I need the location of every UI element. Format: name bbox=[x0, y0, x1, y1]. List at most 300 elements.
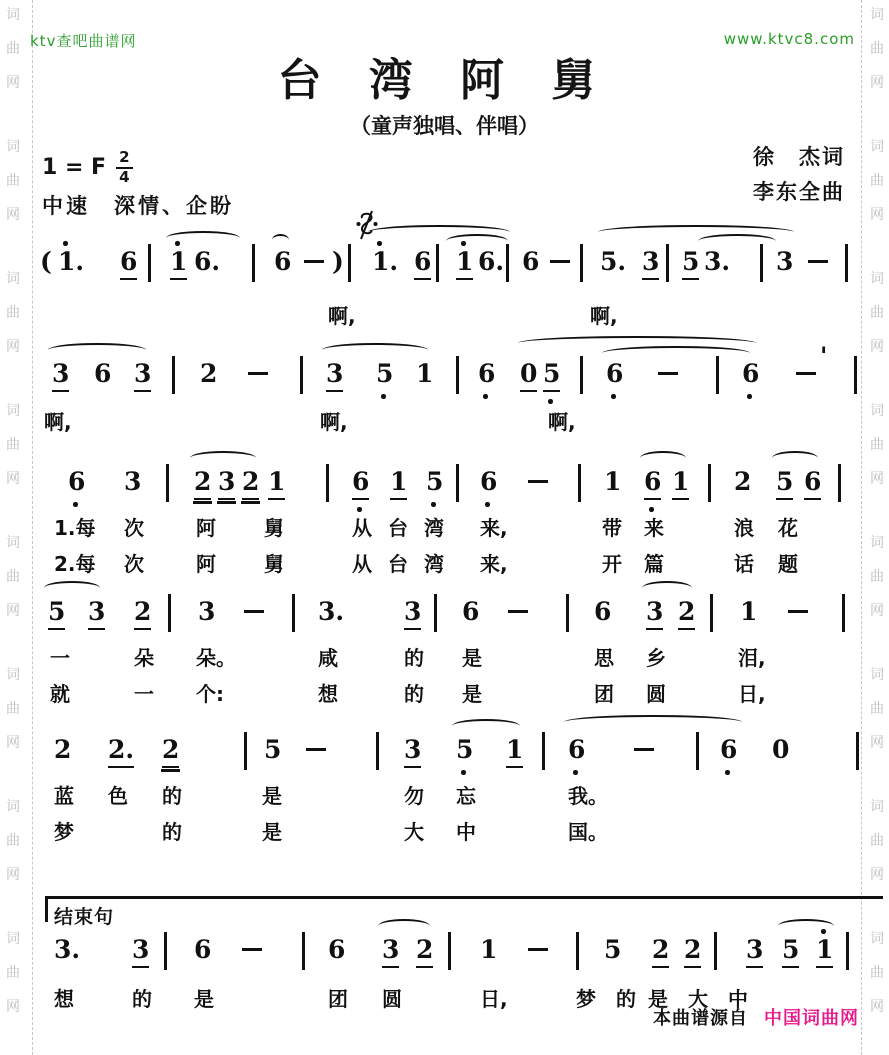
lyric-syllable: 来 bbox=[644, 516, 664, 540]
bar-line bbox=[326, 464, 329, 502]
lyric-syllable: 是 bbox=[194, 987, 214, 1011]
lyric-syllable: 的 bbox=[404, 682, 424, 706]
lyric-syllable: 团 bbox=[328, 987, 348, 1011]
lyric-syllable: 花 bbox=[778, 516, 798, 540]
bar-line bbox=[716, 356, 719, 394]
note-token: 6 bbox=[480, 468, 497, 498]
footer-source-label: 本曲谱源自 bbox=[653, 1008, 748, 1029]
breath-mark: ' bbox=[820, 342, 828, 370]
lyric-syllable: 梦 bbox=[576, 987, 596, 1011]
note-token: 3 bbox=[642, 248, 659, 280]
lyric-syllable: 舅 bbox=[264, 552, 284, 576]
slur bbox=[452, 719, 520, 733]
coda-bracket-tick bbox=[45, 896, 48, 922]
bar-line bbox=[842, 594, 845, 632]
note-token: 3 bbox=[88, 598, 105, 630]
duration-dash bbox=[808, 260, 828, 263]
watermark-char: 网 bbox=[870, 999, 884, 1015]
watermark-char: 词 bbox=[6, 799, 20, 815]
octave-dot-low bbox=[381, 394, 386, 399]
song-subtitle: （童声独唱、伴唱） bbox=[350, 114, 539, 138]
slur bbox=[322, 343, 428, 357]
watermark-char: 网 bbox=[6, 735, 20, 751]
lyric-syllable: 梦 bbox=[54, 820, 74, 844]
site-name-left: ktv查吧曲谱网 bbox=[30, 32, 137, 50]
lyric-syllable: 是 bbox=[262, 820, 282, 844]
note-token: 3 bbox=[646, 598, 663, 630]
lyric-syllable: 想 bbox=[318, 682, 338, 706]
note-token: 6 bbox=[522, 247, 540, 276]
lyric-syllable: 思 bbox=[594, 646, 614, 670]
note-token: 3 bbox=[404, 736, 421, 768]
lyric-syllable: 从 bbox=[352, 516, 372, 540]
lyric-syllable: 是 bbox=[462, 682, 482, 706]
fermata-arc-icon bbox=[272, 234, 289, 246]
note-token: 5. bbox=[600, 247, 627, 276]
note-token: 1 bbox=[604, 467, 622, 496]
octave-dot-low bbox=[548, 399, 553, 404]
note-token: 2 bbox=[194, 468, 211, 500]
bar-line bbox=[436, 244, 439, 282]
lyric-syllable: 的 bbox=[616, 987, 636, 1011]
bar-line bbox=[580, 356, 583, 394]
lyric-syllable: 个: bbox=[196, 682, 224, 706]
bar-line bbox=[252, 244, 255, 282]
bar-line bbox=[708, 464, 711, 502]
slur bbox=[640, 451, 686, 465]
watermark-char: 词 bbox=[6, 403, 20, 419]
note-token: 1 bbox=[456, 248, 473, 280]
note-token: 5 bbox=[264, 735, 282, 764]
lyric-syllable: 日, bbox=[480, 987, 508, 1011]
lyric-syllable: 是 bbox=[262, 784, 282, 808]
bar-line bbox=[172, 356, 175, 394]
note-token: 6 bbox=[644, 468, 661, 500]
bar-line bbox=[456, 356, 459, 394]
lyric-syllable: 啊, bbox=[328, 304, 356, 328]
lyric-syllable: 勿 bbox=[404, 784, 424, 808]
note-token: 6 bbox=[720, 736, 737, 766]
meter-numerator: 2 bbox=[116, 150, 132, 169]
note-token: 2 bbox=[200, 359, 218, 388]
meter-denominator: 4 bbox=[119, 167, 130, 186]
note-token: 6 bbox=[194, 935, 212, 964]
duration-dash bbox=[248, 372, 268, 375]
bar-line bbox=[168, 594, 171, 632]
watermark-char: 词 bbox=[870, 271, 884, 287]
note-token: 6 bbox=[352, 468, 369, 500]
note-token: 5 bbox=[782, 936, 799, 968]
watermark-char: 网 bbox=[870, 867, 884, 883]
note-token: 2 bbox=[652, 936, 669, 968]
duration-dash bbox=[244, 610, 264, 613]
bar-line bbox=[376, 732, 379, 770]
lyric-syllable: 湾 bbox=[424, 552, 444, 576]
note-token: 2 bbox=[684, 936, 701, 968]
watermark-char: 网 bbox=[870, 75, 884, 91]
watermark-char: 网 bbox=[6, 75, 20, 91]
double-underline bbox=[217, 501, 236, 504]
bar-line bbox=[710, 594, 713, 632]
duration-dash bbox=[242, 948, 262, 951]
note-token: 5 bbox=[604, 935, 622, 964]
lyric-syllable: 蓝 bbox=[54, 784, 74, 808]
watermark-char: 曲 bbox=[6, 41, 20, 57]
note-token: 3. bbox=[318, 597, 345, 626]
lyric-syllable: 就 bbox=[50, 682, 70, 706]
octave-dot-low bbox=[461, 770, 466, 775]
duration-dash bbox=[306, 748, 326, 751]
slur bbox=[190, 451, 256, 465]
lyric-syllable: 话 bbox=[734, 552, 754, 576]
note-token: 1. bbox=[58, 248, 84, 278]
note-token: 3 bbox=[132, 936, 149, 968]
duration-dash bbox=[788, 610, 808, 613]
duration-dash bbox=[550, 260, 570, 263]
note-token: 6. bbox=[478, 247, 505, 276]
watermark-char: 网 bbox=[6, 471, 20, 487]
watermark-char: 曲 bbox=[870, 965, 884, 981]
key-signature bbox=[42, 150, 133, 186]
lyric-syllable: 次 bbox=[124, 552, 144, 576]
watermark-char: 词 bbox=[870, 139, 884, 155]
bar-line bbox=[302, 932, 305, 970]
watermark-char: 曲 bbox=[870, 437, 884, 453]
lyric-syllable: 想 bbox=[54, 987, 74, 1011]
bar-line bbox=[166, 464, 169, 502]
watermark-char: 词 bbox=[870, 535, 884, 551]
slur bbox=[48, 343, 146, 357]
note-token: 2 bbox=[162, 736, 179, 768]
note-token: 1 bbox=[170, 248, 187, 280]
bar-line bbox=[714, 932, 717, 970]
note-token: 3 bbox=[198, 597, 216, 626]
watermark-char: 曲 bbox=[6, 833, 20, 849]
watermark-char: 词 bbox=[870, 931, 884, 947]
footer-brand: 中国词曲网 bbox=[764, 1008, 859, 1029]
note-token: 1 bbox=[390, 468, 407, 500]
watermark-char: 词 bbox=[870, 403, 884, 419]
watermark-char: 网 bbox=[6, 603, 20, 619]
note-token: 5 bbox=[543, 360, 560, 392]
note-token: 6 bbox=[120, 248, 137, 280]
duration-dash bbox=[508, 610, 528, 613]
watermark-char: 曲 bbox=[870, 41, 884, 57]
note-token: 2 bbox=[734, 467, 752, 496]
note-token: ( bbox=[40, 247, 52, 276]
lyric-syllable: 舅 bbox=[264, 516, 284, 540]
lyric-syllable: 啊, bbox=[320, 410, 348, 434]
octave-dot-low bbox=[73, 502, 78, 507]
octave-dot-high bbox=[377, 241, 382, 246]
note-token: 2. bbox=[108, 736, 134, 768]
bar-line bbox=[566, 594, 569, 632]
bar-line bbox=[576, 932, 579, 970]
note-token: 1 bbox=[740, 597, 758, 626]
bar-line bbox=[456, 464, 459, 502]
note-token: 5 bbox=[48, 598, 65, 630]
watermark-char: 词 bbox=[6, 931, 20, 947]
watermark-char: 曲 bbox=[6, 569, 20, 585]
duration-dash bbox=[304, 260, 324, 263]
coda-divider-rule bbox=[45, 896, 883, 899]
watermark-char: 曲 bbox=[870, 305, 884, 321]
watermark-char: 曲 bbox=[870, 833, 884, 849]
slur bbox=[44, 581, 100, 595]
duration-dash bbox=[634, 748, 654, 751]
bar-line bbox=[845, 244, 848, 282]
note-token: 3 bbox=[326, 360, 343, 392]
lyric-syllable: 啊, bbox=[44, 410, 72, 434]
note-token: 3 bbox=[404, 598, 421, 630]
watermark-char: 网 bbox=[6, 339, 20, 355]
lyric-syllable: 啊, bbox=[590, 304, 618, 328]
bar-line bbox=[148, 244, 151, 282]
watermark-char: 网 bbox=[870, 735, 884, 751]
lyric-syllable: 次 bbox=[124, 516, 144, 540]
lyric-syllable: 的 bbox=[132, 987, 152, 1011]
note-token: 5 bbox=[426, 468, 443, 498]
note-token: 3 bbox=[218, 468, 235, 500]
octave-dot-low bbox=[483, 394, 488, 399]
note-token: 3 bbox=[746, 936, 763, 968]
bar-line bbox=[760, 244, 763, 282]
watermark-char: 词 bbox=[6, 667, 20, 683]
bar-line bbox=[838, 464, 841, 502]
slur bbox=[564, 715, 742, 729]
lyric-syllable: 来, bbox=[480, 552, 508, 576]
note-token: 5 bbox=[682, 248, 699, 280]
watermark-char: 曲 bbox=[870, 569, 884, 585]
double-underline bbox=[161, 769, 180, 772]
bar-line bbox=[348, 244, 351, 282]
octave-dot-low bbox=[611, 394, 616, 399]
octave-dot-low bbox=[573, 770, 578, 775]
watermark-char: 曲 bbox=[6, 965, 20, 981]
lyricist: 徐 杰词 bbox=[753, 145, 845, 169]
octave-dot-low bbox=[431, 502, 436, 507]
watermark-char: 网 bbox=[6, 207, 20, 223]
watermark-char: 词 bbox=[6, 139, 20, 155]
note-token: 6 bbox=[328, 935, 346, 964]
watermark-char: 网 bbox=[870, 603, 884, 619]
bar-line bbox=[244, 732, 247, 770]
slur bbox=[642, 581, 692, 595]
note-token: 5 bbox=[776, 468, 793, 500]
watermark-char: 词 bbox=[870, 667, 884, 683]
octave-dot-low bbox=[485, 502, 490, 507]
tempo-expression: 中速 深情、企盼 bbox=[42, 194, 234, 218]
note-token: 6 bbox=[414, 248, 431, 280]
lyric-syllable: 的 bbox=[162, 784, 182, 808]
lyric-syllable: 圆 bbox=[382, 987, 402, 1011]
note-token: 3 bbox=[134, 360, 151, 392]
note-token: 6 bbox=[94, 359, 112, 388]
bar-line bbox=[578, 464, 581, 502]
slur bbox=[446, 234, 508, 248]
duration-dash bbox=[528, 948, 548, 951]
lyric-syllable: 圆 bbox=[646, 682, 666, 706]
note-token: 6 bbox=[606, 360, 623, 390]
note-token: 5 bbox=[376, 360, 393, 390]
watermark-char: 词 bbox=[870, 7, 884, 23]
note-token: 3. bbox=[54, 935, 81, 964]
lyric-syllable: 啊, bbox=[548, 410, 576, 434]
lyric-syllable: 乡 bbox=[646, 646, 666, 670]
note-token: 6 bbox=[462, 597, 480, 626]
note-token: 1 bbox=[506, 736, 523, 768]
lyric-syllable: 的 bbox=[404, 646, 424, 670]
lyric-syllable: 湾 bbox=[424, 516, 444, 540]
lyric-syllable: 中 bbox=[456, 820, 476, 844]
watermark-char: 曲 bbox=[6, 437, 20, 453]
slur bbox=[166, 231, 240, 245]
lyric-syllable: 阿 bbox=[196, 552, 216, 576]
bar-line bbox=[292, 594, 295, 632]
watermark-char: 曲 bbox=[870, 701, 884, 717]
coda-section-label: 结束句 bbox=[54, 906, 115, 928]
note-token: 6 bbox=[594, 597, 612, 626]
bar-line bbox=[580, 244, 583, 282]
watermark-char: 网 bbox=[870, 207, 884, 223]
bar-line bbox=[846, 932, 849, 970]
bar-line bbox=[542, 732, 545, 770]
watermark-char: 曲 bbox=[870, 173, 884, 189]
lyric-syllable: 朵。 bbox=[196, 646, 236, 670]
note-token: 6 bbox=[274, 248, 291, 278]
note-token: 1 bbox=[268, 468, 285, 500]
bar-line bbox=[448, 932, 451, 970]
bar-line bbox=[854, 356, 857, 394]
note-token: 6 bbox=[742, 360, 759, 390]
lyric-syllable: 一 bbox=[50, 646, 70, 670]
note-token: 1 bbox=[816, 936, 833, 968]
lyric-syllable: 的 bbox=[162, 820, 182, 844]
note-token: 2 bbox=[54, 735, 72, 764]
lyric-syllable: 中 bbox=[728, 987, 748, 1011]
lyric-syllable: 浪 bbox=[734, 516, 754, 540]
slur bbox=[602, 346, 750, 360]
lyric-syllable: 朵 bbox=[134, 646, 154, 670]
lyric-syllable: 大 bbox=[404, 820, 424, 844]
lyric-syllable: 篇 bbox=[644, 552, 664, 576]
bar-line bbox=[666, 244, 669, 282]
bar-line bbox=[506, 244, 509, 282]
lyric-syllable: 2.每 bbox=[54, 552, 96, 576]
bar-line bbox=[696, 732, 699, 770]
lyric-syllable: 国。 bbox=[568, 820, 608, 844]
lyric-syllable: 从 bbox=[352, 552, 372, 576]
note-token: 6 bbox=[478, 360, 495, 390]
double-underline bbox=[241, 501, 260, 504]
lyric-syllable: 是 bbox=[648, 987, 668, 1011]
duration-dash bbox=[528, 480, 548, 483]
note-token: 3 bbox=[52, 360, 69, 392]
lyric-syllable: 带 bbox=[602, 516, 622, 540]
watermark-char: 曲 bbox=[6, 173, 20, 189]
watermark-char: 曲 bbox=[6, 701, 20, 717]
lyric-syllable: 来, bbox=[480, 516, 508, 540]
lyric-syllable: 我。 bbox=[568, 784, 608, 808]
duration-dash bbox=[658, 372, 678, 375]
note-token: 1 bbox=[480, 935, 498, 964]
watermark-char: 网 bbox=[870, 471, 884, 487]
left-dashed-rule bbox=[32, 0, 33, 1055]
note-token: 1 bbox=[672, 468, 689, 500]
slur bbox=[778, 919, 834, 933]
song-title: 台 湾 阿 舅 bbox=[277, 55, 612, 106]
lyric-syllable: 台 bbox=[388, 552, 408, 576]
lyric-syllable: 题 bbox=[778, 552, 798, 576]
site-url-right: www.ktvc8.com bbox=[723, 30, 855, 48]
lyric-syllable: 团 bbox=[594, 682, 614, 706]
lyric-syllable: 日, bbox=[738, 682, 766, 706]
note-token: 5 bbox=[456, 736, 473, 766]
octave-dot-high bbox=[63, 241, 68, 246]
lyric-syllable: 开 bbox=[602, 552, 622, 576]
note-token: 3 bbox=[382, 936, 399, 968]
note-token: 6. bbox=[194, 247, 221, 276]
watermark-char: 网 bbox=[870, 339, 884, 355]
note-token: 0 bbox=[772, 735, 790, 764]
note-token: 2 bbox=[416, 936, 433, 968]
lyric-syllable: 色 bbox=[108, 784, 128, 808]
note-token: 6 bbox=[568, 736, 585, 766]
note-token: 3 bbox=[124, 467, 142, 496]
note-token: 2 bbox=[242, 468, 259, 500]
note-token: 1 bbox=[416, 359, 434, 388]
double-underline bbox=[193, 501, 212, 504]
note-token: 2 bbox=[134, 598, 151, 630]
note-token: 6 bbox=[804, 468, 821, 500]
duration-dash bbox=[796, 372, 816, 375]
lyric-syllable: 咸 bbox=[318, 646, 338, 670]
watermark-char: 词 bbox=[6, 271, 20, 287]
watermark-char: 词 bbox=[6, 535, 20, 551]
note-token: ) bbox=[332, 247, 344, 276]
lyric-syllable: 一 bbox=[134, 682, 154, 706]
lyric-syllable: 大 bbox=[688, 987, 708, 1011]
lyric-syllable: 台 bbox=[388, 516, 408, 540]
octave-dot-low bbox=[725, 770, 730, 775]
watermark-char: 网 bbox=[6, 867, 20, 883]
slur bbox=[772, 451, 818, 465]
key-label: 1 = F bbox=[42, 155, 107, 181]
credits bbox=[753, 140, 845, 210]
lyric-syllable: 1.每 bbox=[54, 516, 96, 540]
note-token: 3. bbox=[704, 247, 731, 276]
note-token: 2 bbox=[678, 598, 695, 630]
lyric-syllable: 阿 bbox=[196, 516, 216, 540]
slur bbox=[378, 919, 430, 933]
bar-line bbox=[164, 932, 167, 970]
lyric-syllable: 是 bbox=[462, 646, 482, 670]
bar-line bbox=[434, 594, 437, 632]
watermark-char: 词 bbox=[870, 799, 884, 815]
composer: 李东全曲 bbox=[753, 180, 845, 204]
time-signature bbox=[116, 150, 132, 186]
bar-line bbox=[300, 356, 303, 394]
watermark-char: 词 bbox=[6, 7, 20, 23]
bar-line bbox=[856, 732, 859, 770]
watermark-char: 曲 bbox=[6, 305, 20, 321]
note-token: 1. bbox=[372, 248, 398, 278]
lyric-syllable: 泪, bbox=[738, 646, 766, 670]
slur bbox=[698, 234, 776, 248]
note-token: 3 bbox=[776, 247, 794, 276]
note-token: 0 bbox=[520, 360, 537, 392]
watermark-char: 网 bbox=[6, 999, 20, 1015]
